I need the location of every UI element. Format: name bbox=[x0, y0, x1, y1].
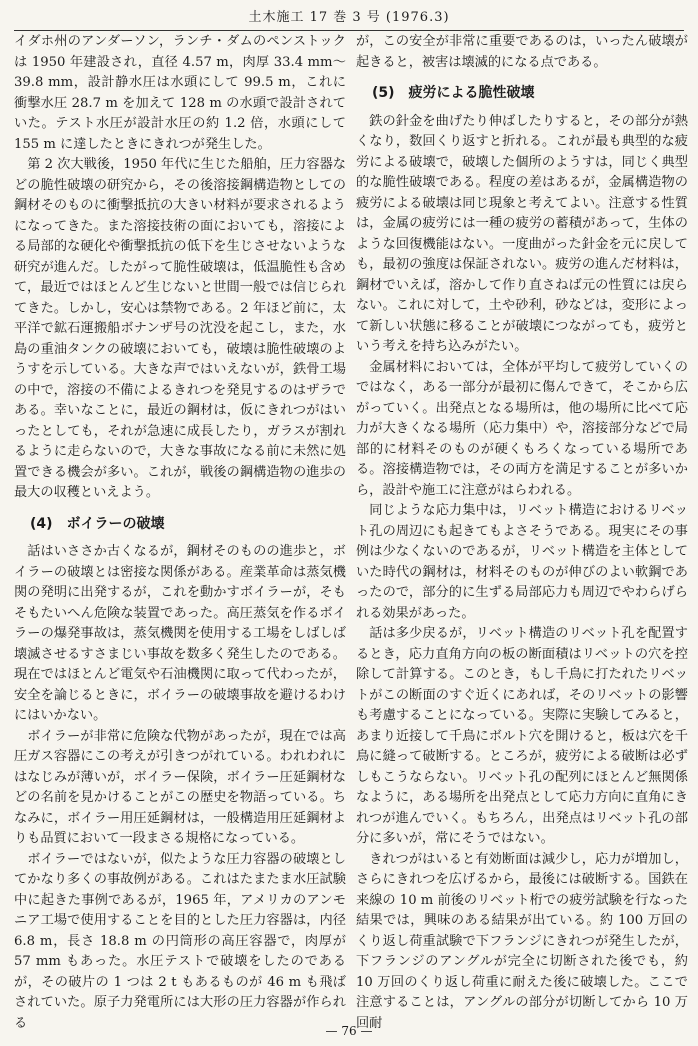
paragraph: が，この安全が非常に重要であるのは，いったん破壊が起きると，被害は壊滅的になる点である。 bbox=[356, 34, 688, 70]
paragraph: 金属材料においては，全体が平均して疲労していくのではなく，ある一部分が最初に傷んできて，そこから広がっていく。出発点となる場所は，他の場所に比べて応力が大きくなる場所（応力集中）や，溶接部分などで局部的に材料そのものが硬くもろくなっている場所である。溶接構造物では，その両方を満足することが多いから，設計や施工に注意がはらわれる。 bbox=[356, 359, 688, 498]
paragraph: 第 2 次大戦後，1950 年代に生じた船舶，圧力容器などの脆性破壊の研究から，その後溶接鋼構造物としての鋼材そのものに衝撃抵抗の大きい材料が要求されるようになってきた。また溶接技術の面においても，溶接による局部的な硬化や衝撃抵抗の低下を生じさせないような研究が進んだ。したがって脆性破壊は，低温脆性も含めて，最近ではほとんど生じないと世間一般では信じられてきた。しかし，安心は禁物である。2 年ほど前に，太平洋で鉱石運搬船ボナンザ号の沈没を起こし，また，水島の重油タンクの破壊においても，破壊は脆性破壊のようすを示している。大きな声ではいえないが，鉄骨工場の中で，溶接の不備によるきれつを発見するのはザラである。幸いなことに，最近の鋼材は，仮にきれつがはいったとしても，それが急速に成長したり，ガラスが割れるように走らないので，大きな事故になる前に未然に処置できる機会が多い。これが，戦後の鋼構造物の進歩の最大の収穫といえよう。 bbox=[14, 157, 346, 500]
section-heading: (4) ボイラーの破壊 bbox=[30, 515, 165, 532]
section-heading: (5) 疲労による脆性破壊 bbox=[372, 85, 535, 101]
paragraph: 同じような応力集中は，リベット構造におけるリベット孔の周辺にも起きてもよさそうである。現実にその事例は少なくないのであるが，リベット構造を主体としていた時代の鋼材は，材料そのものが伸びのよい軟鋼であったので，部分的に生ずる局部応力も周辺でやわらげられる効果があった。 bbox=[356, 503, 688, 621]
header-rule bbox=[14, 30, 684, 31]
running-title: 土木施工 17 巻 3 号 (1976.3) bbox=[248, 10, 450, 25]
paragraph: 鉄の針金を曲げたり伸ばしたりすると，その部分が熱くなり，数回くり返すと折れる。これが最も典型的な疲労による破壊で，破壊した個所のようすは，同じく典型的な脆性破壊である。程度の差はあるが，金属構造物の疲労による破壊は同じ現象と考えてよい。注意する性質は，金属の疲労には一種の疲労の蓄積があって，生体のような回復機能はない。一度曲がった針金を元に戻しても，最初の強度は保証されない。疲労の進んだ材料は，鋼材でいえば，溶かして作り直さねば元の性質には戻らない。これに対して，土や砂利，砂などは，変形によって新しい状態に移ることが破壊につながっても，疲労という考えを持ち込みがたい。 bbox=[356, 113, 688, 354]
paragraph: 話は多少戻るが，リベット構造のリベット孔を配置するとき，応力直角方向の板の断面積はリベットの穴を控除して計算する。このとき，もし千鳥に打たれたリベットがこの断面のすぐ近くにあれば，そのリベットの影響も考慮することになっている。実際に実験してみると，あまり近接して千鳥にボルト穴を開けると，板は穴を千鳥に縫って破断する。ところが，疲労による破断は必ずしもこうならない。リベット孔の配列にほとんど無関係なように，ある場所を出発点として応力方向に直角にきれつが進んでいく。もちろん，出発点はリベット孔の部分に多いが，常にそうではない。 bbox=[356, 626, 688, 846]
left-column bbox=[14, 32, 346, 1034]
paragraph: ボイラーが非常に危険な代物があったが，現在では高圧ガス容器にこの考えが引きつがれている。われわれにはなじみが薄いが，ボイラー保険，ボイラー圧延鋼材などの名前を見かけることがこの歴史を物語っている。ちなみに，ボイラー用圧延鋼材は，一般構造用圧延鋼材よりも品質において一段まさる規格になっている。 bbox=[14, 728, 346, 846]
paragraph: 話はいささか古くなるが，鋼材そのものの進歩と，ボイラーの破壊とは密接な関係がある。産業革命は蒸気機関の発明に出発するが，これを動かすボイラーが，そもそもたいへん危険な装置であった。高圧蒸気を作るボイラーの爆発事故は，蒸気機関を使用する工場をしばしば壊滅させるすさまじい事故を数多く発生したのである。現在ではほとんど電気や石油機関に取って代わったが，安全を論じるときに，ボイラーの破壊事故を避けるわけにはいかない。 bbox=[14, 544, 346, 723]
paragraph: きれつがはいると有効断面は減少し，応力が増加し，さらにきれつを広げるから，最後には破断する。国鉄在来線の 10 m 前後のリベット桁での疲労試験を行なった結果では，興味のある結果が出ている。約 100 万回のくり返し荷重試験で下フランジにきれつが発生したが，下フランジのアングルが完全に切断された後でも，約 10 万回のくり返し荷重に耐えた後に破壊した。ここで注意することは，アングルの部分が切断してから 10 万回耐 bbox=[356, 851, 688, 1031]
page-number: — 76 — bbox=[325, 1024, 373, 1038]
page-header bbox=[0, 6, 698, 26]
paragraph: イダホ州のアンダーソン，ランチ・ダムのペンストックは 1950 年建設され，直径 4.57 m，肉厚 33.4 mm～39.8 mm，設計静水圧は水頭にして 99.5 m，これに衝撃水圧 28.7 m を加えて 128 m の水頭で設計されていた。テスト水圧が設計水圧の約 1.2 倍，水頭にして 155 m に達したときにきれつが発生した。 bbox=[14, 34, 346, 152]
right-column bbox=[356, 32, 688, 1034]
paragraph: ボイラーではないが，似たような圧力容器の破壊としてかなり多くの事故例がある。これはたまたま水圧試験中に起きた事例であるが，1965 年，アメリカのアンモニア工場で使用することを目的とした圧力容器は，内径 6.8 m，長さ 18.8 m の円筒形の高圧容器で，肉厚が 57 mm もあった。水圧テストで破壊をしたのであるが，その破片の 1 つは 2 t もあるものが 46 m も飛ばされていた。原子力発電所には大形の圧力容器が作られる bbox=[14, 851, 346, 1031]
